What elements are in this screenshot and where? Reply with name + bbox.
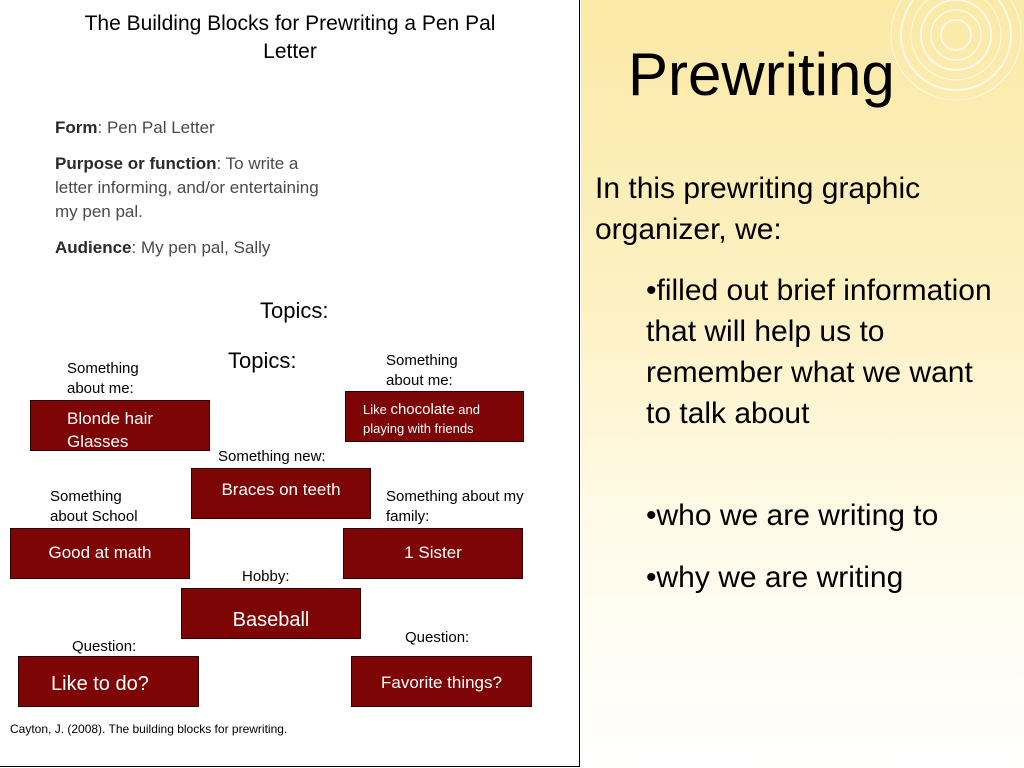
box-braces-text: Braces on teeth [221,480,341,499]
label-something-new: Something new: [218,448,326,465]
label-hobby: Hobby: [242,568,290,585]
box-likes-rest: and playing with friends [363,402,480,436]
organizer-title: The Building Blocks for Prewriting a Pen Pal Letter [84,12,496,63]
box-like-to-do-text: Like to do? [51,673,149,695]
box-favorite [351,656,532,707]
slide-intro: In this prewriting graphic organizer, we: [595,172,921,246]
label-something-about-me-right: Something about me: [386,352,458,389]
box-like-to-do [18,656,199,707]
audience-label: Audience [55,238,132,257]
citation: Cayton, J. (2008). The building blocks for prewriting. [10,722,288,736]
bullet-item: •filled out brief information that will help us to remember what we want to talk about [646,274,992,430]
box-likes-chocolate: chocolate [390,401,455,418]
box-about-me-line1: Blonde hair [67,409,154,428]
audience-value: : My pen pal, Sally [131,238,271,257]
box-sister-text: 1 Sister [404,543,462,562]
box-math [10,528,190,579]
form-label: Form [55,118,98,137]
box-baseball-text: Baseball [232,609,310,631]
box-about-me-line2: Glasses [67,432,129,451]
purpose-line [55,152,330,224]
topics-heading-duplicate: Topics: [228,348,297,373]
box-likes [345,391,524,442]
label-question-left: Question: [72,638,137,655]
slide-title: Prewriting [628,41,895,108]
box-braces [191,468,371,519]
label-something-about-school: Something about School [50,488,138,525]
box-sister [343,528,523,579]
form-value: : Pen Pal Letter [97,118,215,137]
label-something-about-family: Something about my family: [386,488,524,525]
purpose-label: Purpose or function [55,154,217,173]
box-favorite-text: Favorite things? [381,673,502,692]
bullet-item: •who we are writing to [646,499,939,532]
label-question-right: Question: [405,629,470,646]
box-likes-prefix: Like [363,402,391,417]
topics-heading: Topics: [260,298,329,323]
slide-panel [581,0,1024,768]
form-line [55,116,215,140]
decorative-swirl-icon [881,0,1024,110]
bullet-item: •why we are writing [646,561,904,594]
box-baseball [181,588,361,639]
audience-line [55,236,270,260]
box-about-me [30,400,210,451]
label-something-about-me-left: Something about me: [67,360,139,397]
box-math-text: Good at math [48,543,152,562]
purpose-value: : To write a letter informing, and/or entertaining my pen pal. [55,154,319,221]
